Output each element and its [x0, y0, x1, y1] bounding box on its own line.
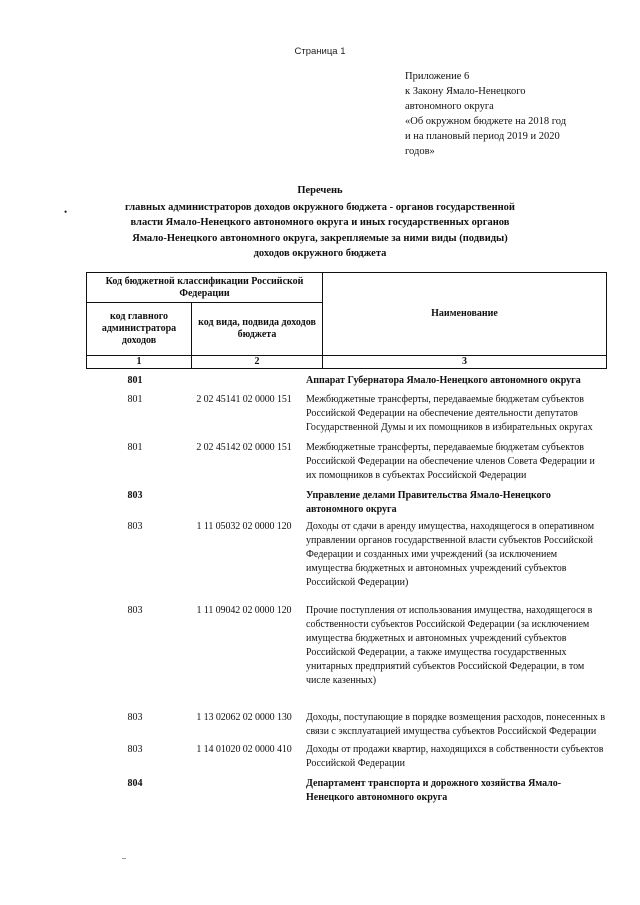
income-name: Межбюджетные трансферты, передаваемые бюджетам субъектов Российской Федерации на обеспечение деятельности депутатов Государственной Думы и их помощников в избирательных округах — [306, 394, 593, 433]
table-body — [86, 374, 607, 805]
table-row — [86, 374, 607, 388]
title-heading: Перечень — [297, 185, 343, 196]
appendix-line: автономного округа — [405, 101, 494, 112]
header-group: Код бюджетной классификации Российской Федерации — [87, 273, 323, 303]
table-row — [86, 393, 607, 435]
income-code: 1 14 01020 02 0000 410 — [196, 744, 292, 755]
table-row — [86, 489, 607, 517]
appendix-line: «Об окружном бюджете на 2018 год — [405, 116, 567, 127]
income-code: 2 02 45141 02 0000 151 — [196, 394, 292, 405]
title-line: доходов окружного бюджета — [253, 248, 387, 259]
income-name: Управление делами Правительства Ямало-Ненецкого автономного округа — [306, 490, 551, 515]
title-line: власти Ямало-Ненецкого автономного округа и иных государственных органов — [130, 217, 510, 228]
admin-code: 801 — [127, 442, 143, 453]
income-name: Межбюджетные трансферты, передаваемые бюджетам субъектов Российской Федерации на обеспечение членов Совета Федерации и их помощников в субъектах Российской Федерации — [306, 442, 595, 481]
header-num-1: 1 — [87, 356, 192, 369]
title-line: Ямало-Ненецкого автономного округа, закрепляемые за ними виды (подвиды) — [132, 232, 508, 244]
header-num-2: 2 — [192, 356, 323, 369]
scan-artifact — [122, 858, 126, 859]
admin-code: 803 — [127, 744, 143, 755]
table-row — [86, 441, 607, 483]
income-code: 1 11 09042 02 0000 120 — [196, 605, 292, 616]
admin-code: 803 — [127, 605, 143, 616]
appendix-line: и на плановый период 2019 и 2020 — [405, 131, 560, 142]
admin-code: 803 — [127, 490, 143, 501]
income-name: Аппарат Губернатора Ямало-Ненецкого автономного округа — [306, 375, 581, 386]
appendix-block — [405, 69, 620, 159]
income-code: 1 13 02062 02 0000 130 — [196, 712, 292, 723]
admin-code: 804 — [127, 778, 143, 789]
table-row — [86, 711, 607, 739]
table-row — [86, 743, 607, 771]
title-line: главных администраторов доходов окружного бюджета - органов государственной — [125, 201, 515, 213]
page-header: Страница 1 — [294, 46, 346, 57]
admin-code: 801 — [127, 394, 143, 405]
income-name: Доходы от продажи квартир, находящихся в собственности субъектов Российской Федерации — [306, 744, 604, 769]
income-name: Доходы от сдачи в аренду имущества, находящегося в оперативном управлении органов государственной власти субъектов Российской Федерации и созданных ими учреждений (за исключением имущества бюджетных и автономных учреждений субъектов Российской Федерации) — [306, 521, 595, 588]
header-num-3: 3 — [323, 356, 607, 369]
income-name: Доходы, поступающие в порядке возмещения расходов, понесенных в связи с эксплуатацией имущества субъектов Российской Федерации — [306, 712, 606, 737]
income-name: Прочие поступления от использования имущества, находящегося в собственности субъектов Российской Федерации (за исключением имущества бюджетных и автономных учреждений субъектов Российской Федерации, а также имущества государственных унитарных предприятий субъектов Российской Федерации, в том числе казенных) — [306, 605, 593, 686]
appendix-line: Приложение 6 — [405, 71, 470, 82]
income-name: Департамент транспорта и дорожного хозяйства Ямало-Ненецкого автономного округа — [306, 778, 562, 803]
admin-code: 801 — [127, 375, 143, 386]
table-header — [86, 272, 607, 369]
admin-code: 803 — [127, 712, 143, 723]
income-code: 1 11 05032 02 0000 120 — [196, 521, 292, 532]
appendix-line: к Закону Ямало-Ненецкого — [405, 86, 526, 97]
header-income-code: код вида, подвида доходов бюджета — [192, 303, 323, 356]
admin-code: 803 — [127, 521, 143, 532]
income-code: 2 02 45142 02 0000 151 — [196, 442, 292, 453]
document-title — [105, 183, 535, 262]
header-admin-code: код главного администратора доходов — [87, 303, 192, 356]
table-row — [86, 520, 607, 590]
table-row — [86, 777, 607, 805]
stray-mark: • — [64, 207, 68, 217]
table-row — [86, 604, 607, 688]
header-name: Наименование — [323, 273, 607, 356]
appendix-line: годов» — [405, 146, 435, 157]
